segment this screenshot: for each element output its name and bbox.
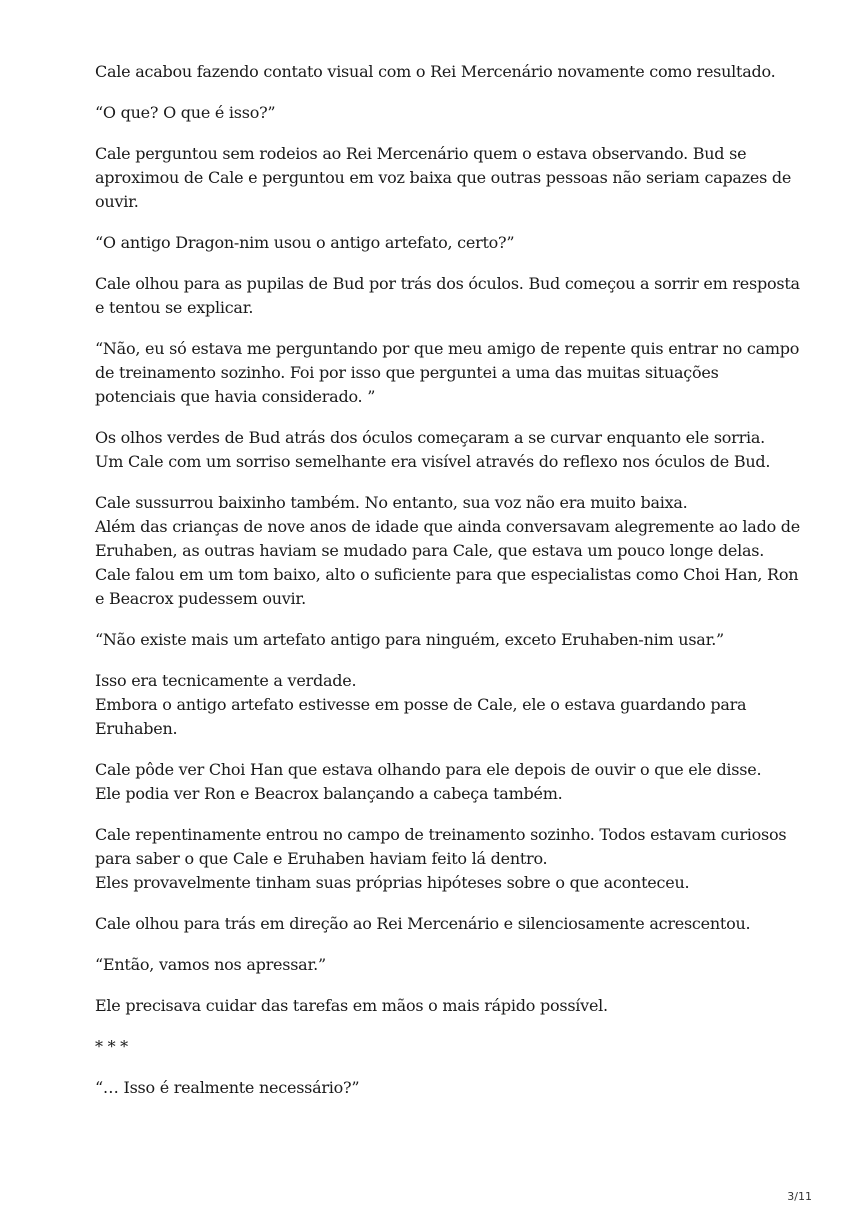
text-line: Ele precisava cuidar das tarefas em mãos o mais rápido possível.	[95, 996, 608, 1015]
paragraph	[95, 337, 800, 409]
text-line: “O antigo Dragon-nim usou o antigo artefato, certo?”	[95, 233, 515, 252]
text-line: aproximou de Cale e perguntou em voz baixa que outras pessoas não seriam capazes de	[95, 168, 792, 187]
paragraph	[95, 60, 785, 84]
paragraph	[95, 142, 792, 214]
text-line: e tentou se explicar.	[95, 298, 254, 317]
text-line: Um Cale com um sorriso semelhante era visível através do reflexo nos óculos de Bud.	[95, 452, 771, 471]
text-line: Além das crianças de nove anos de idade que ainda conversavam alegremente ao lado de	[95, 517, 801, 536]
page-number: 3/11	[787, 1190, 812, 1203]
text-line: “Então, vamos nos apressar.”	[95, 955, 326, 974]
paragraph	[95, 953, 785, 977]
text-line: “Não existe mais um artefato antigo para ninguém, exceto Eruhaben-nim usar.”	[95, 630, 724, 649]
paragraph	[95, 231, 785, 255]
text-line: * * *	[95, 1037, 128, 1056]
text-line: Cale olhou para trás em direção ao Rei Mercenário e silenciosamente acrescentou.	[95, 914, 751, 933]
text-line: e Beacrox pudessem ouvir.	[95, 589, 306, 608]
paragraph	[95, 272, 800, 320]
text-line: Cale sussurrou baixinho também. No entanto, sua voz não era muito baixa.	[95, 493, 688, 512]
text-line: Ele podia ver Ron e Beacrox balançando a cabeça também.	[95, 784, 563, 803]
text-line: para saber o que Cale e Eruhaben haviam feito lá dentro.	[95, 849, 548, 868]
text-line: “O que? O que é isso?”	[95, 103, 276, 122]
paragraph	[95, 426, 785, 474]
paragraph	[95, 101, 785, 125]
paragraph	[95, 669, 785, 741]
text-line: Embora o antigo artefato estivesse em posse de Cale, ele o estava guardando para	[95, 695, 747, 714]
text-line: ouvir.	[95, 192, 139, 211]
text-line: Eruhaben.	[95, 719, 178, 738]
text-line: Isso era tecnicamente a verdade.	[95, 671, 357, 690]
paragraph	[95, 1076, 785, 1100]
paragraph	[95, 912, 785, 936]
text-line: potenciais que havia considerado. ”	[95, 387, 376, 406]
text-line: “… Isso é realmente necessário?”	[95, 1078, 360, 1097]
paragraph	[95, 758, 785, 806]
paragraph	[95, 994, 785, 1018]
text-line: Cale pôde ver Choi Han que estava olhando para ele depois de ouvir o que ele disse.	[95, 760, 762, 779]
document-page	[95, 60, 801, 1117]
text-line: Cale falou em um tom baixo, alto o suficiente para que especialistas como Choi Han, Ron	[95, 565, 799, 584]
scene-break	[95, 1035, 785, 1059]
text-line: Cale perguntou sem rodeios ao Rei Mercenário quem o estava observando. Bud se	[95, 144, 747, 163]
text-line: de treinamento sozinho. Foi por isso que perguntei a uma das muitas situações	[95, 363, 719, 382]
text-line: Cale acabou fazendo contato visual com o Rei Mercenário novamente como resultado.	[95, 62, 776, 81]
text-line: Eles provavelmente tinham suas próprias hipóteses sobre o que aconteceu.	[95, 873, 690, 892]
text-line: Cale repentinamente entrou no campo de treinamento sozinho. Todos estavam curiosos	[95, 825, 787, 844]
text-line: Eruhaben, as outras haviam se mudado para Cale, que estava um pouco longe delas.	[95, 541, 765, 560]
text-line: Cale olhou para as pupilas de Bud por trás dos óculos. Bud começou a sorrir em resposta	[95, 274, 800, 293]
paragraph	[95, 491, 801, 611]
paragraph	[95, 628, 785, 652]
paragraph	[95, 823, 785, 895]
text-line: Os olhos verdes de Bud atrás dos óculos começaram a se curvar enquanto ele sorria.	[95, 428, 765, 447]
text-line: “Não, eu só estava me perguntando por que meu amigo de repente quis entrar no campo	[95, 339, 800, 358]
